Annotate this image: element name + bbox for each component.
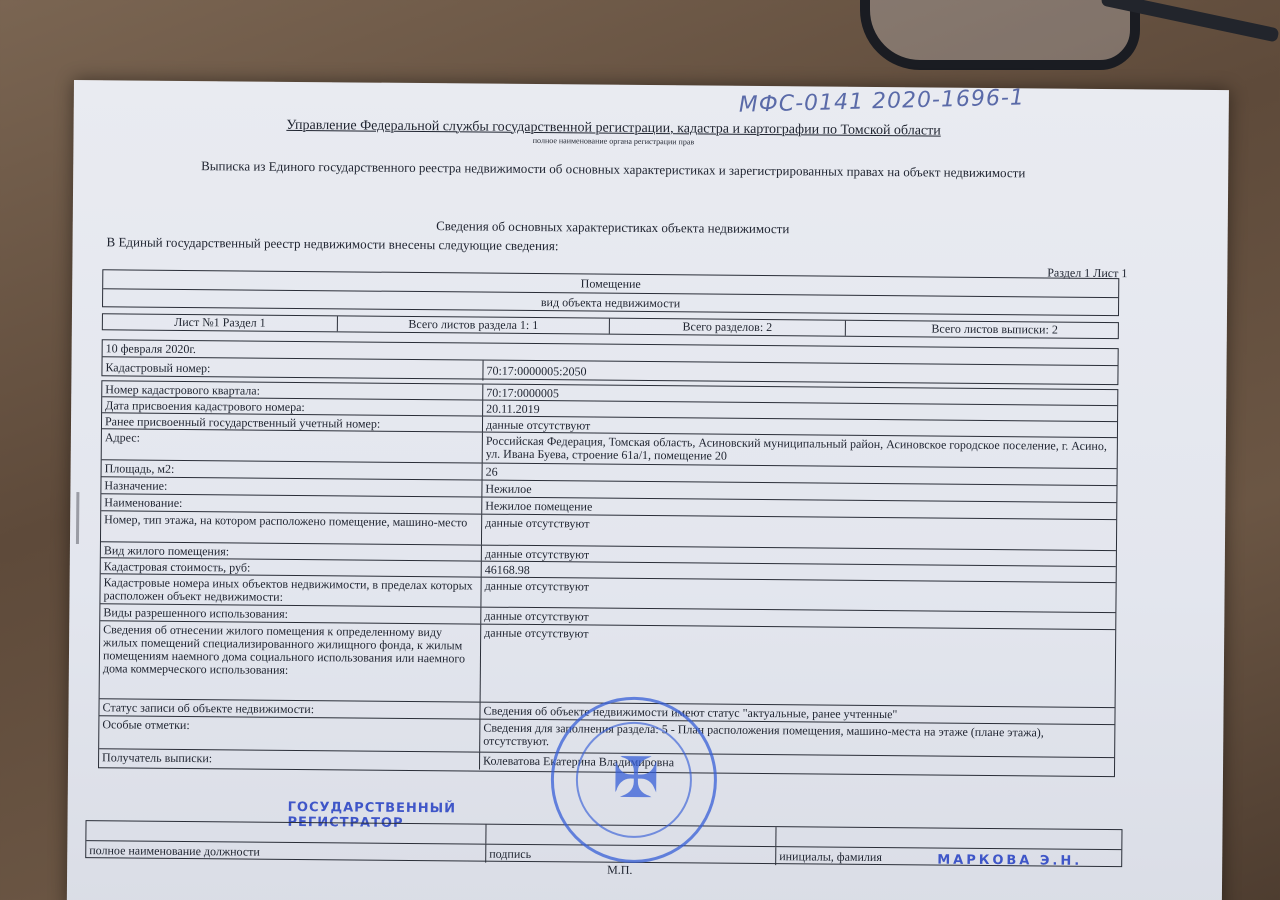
stamp-role-line1: ГОСУДАРСТВЕННЫЙ: [287, 799, 457, 817]
field-label: Адрес:: [102, 429, 483, 462]
sections-count: Всего разделов: 2: [610, 319, 846, 336]
eyeglasses: [860, 0, 1140, 70]
field-label: Кадастровая стоимость, руб:: [101, 558, 482, 576]
field-value: Российская Федерация, Томская область, Асиновский муниципальный район, Асиновское городское поселение, г. Асино, ул. Ивана Буева, строение 61а/1, помещение 20: [485, 433, 1107, 463]
field-value: данные отсутствуют: [484, 625, 589, 641]
field-value: Нежилое: [485, 481, 532, 497]
field-label: Номер кадастрового квартала:: [102, 381, 483, 399]
field-value: данные отсутствуют: [484, 546, 590, 562]
field-value: данные отсутствуют: [484, 608, 589, 624]
registrar-name-stamp: МАРКОВА Э.Н.: [937, 852, 1083, 869]
field-value: данные отсутствуют: [484, 578, 590, 594]
field-value: Сведения для заполнения раздела: 5 - План расположения помещения, машино-места на этаже (плане этажа), отсутствуют.: [483, 720, 1044, 749]
field-label: Кадастровые номера иных объектов недвижимости, в пределах которых расположен объект недвижимости:: [100, 574, 481, 606]
handwritten-number: МФС-0141 2020-1696-1: [738, 85, 1026, 118]
total-sheets-count: Всего листов выписки: 2: [931, 321, 1058, 337]
field-value: Нежилое помещение: [485, 498, 593, 514]
field-label: Назначение:: [101, 477, 482, 496]
field-value: 70:17:0000005: [486, 385, 560, 401]
signature-caption: подпись: [486, 845, 776, 866]
record-header-box: [101, 339, 1118, 385]
field-label: Особые отметки:: [99, 716, 480, 751]
object-type-box: [102, 269, 1119, 316]
name-caption: инициалы, фамилия: [779, 849, 882, 865]
cadastral-number-value: 70:17:0000005:2050: [486, 363, 587, 379]
field-value: Колеватова Екатерина Владимировна: [483, 753, 675, 770]
field-label: Номер, тип этажа, на котором расположено помещение, машино-место: [101, 511, 482, 544]
object-type-value: Помещение: [580, 276, 641, 291]
sheet-reference: Раздел 1 Лист 1: [1047, 265, 1128, 281]
section-sheets-count: Всего листов раздела 1: 1: [338, 316, 610, 333]
sheets-row: [102, 313, 1119, 339]
stamp-role-line2: РЕГИСТРАТОР: [287, 814, 404, 831]
field-label: Виды разрешенного использования:: [100, 604, 481, 623]
record-date: 10 февраля 2020г.: [103, 340, 1118, 366]
document-title: Выписка из Единого государственного реестра недвижимости об основных характеристиках и зарегистрированных правах на объект недвижимости: [201, 158, 1026, 181]
field-label: Статус записи об объекте недвижимости:: [99, 699, 480, 718]
authority-note: полное наименование органа регистрации прав: [532, 136, 695, 147]
field-label: Вид жилого помещения:: [101, 542, 482, 560]
intro-text: В Единый государственный реестр недвижимости внесены следующие сведения:: [106, 234, 559, 254]
field-label: Наименование:: [101, 494, 482, 513]
binder-mark: [76, 492, 79, 544]
field-value: 46168.98: [484, 562, 530, 577]
field-value: Сведения об объекте недвижимости имеют статус "актуальные, ранее учтенные": [483, 703, 898, 722]
field-row: [100, 621, 1116, 708]
position-caption: полное наименование должности: [86, 841, 486, 862]
field-label: Дата присвоения кадастрового номера:: [102, 397, 483, 415]
sheet-number: Лист №1 Раздел 1: [103, 314, 338, 331]
field-label: Получатель выписки:: [99, 749, 480, 769]
field-label: Сведения об отнесении жилого помещения к определенному виду жилых помещений специализированного жилищного фонда, к жилым помещениям наемного дома социального использования или наемного дома коммерческого использования:: [100, 621, 482, 701]
field-label: Ранее присвоенный государственный учетный номер:: [102, 413, 483, 431]
double-headed-eagle-icon: ✠: [612, 747, 660, 811]
document-sheet: [67, 80, 1229, 900]
section-title: Сведения об основных характеристиках объекта недвижимости: [436, 218, 790, 237]
seal-place-label: М.П.: [607, 862, 633, 877]
field-value: 20.11.2019: [486, 401, 540, 417]
field-value: данные отсутствуют: [485, 417, 591, 433]
official-seal-icon: [550, 696, 717, 863]
object-type-caption: вид объекта недвижимости: [103, 288, 1118, 316]
authority-title: Управление Федеральной службы государственной регистрации, кадастра и картографии по Томской области: [286, 117, 941, 139]
field-value: данные отсутствуют: [485, 515, 590, 531]
field-value: 26: [485, 464, 498, 479]
field-label: Площадь, м2:: [102, 460, 483, 479]
cadastral-number-label: Кадастровый номер:: [102, 357, 483, 380]
